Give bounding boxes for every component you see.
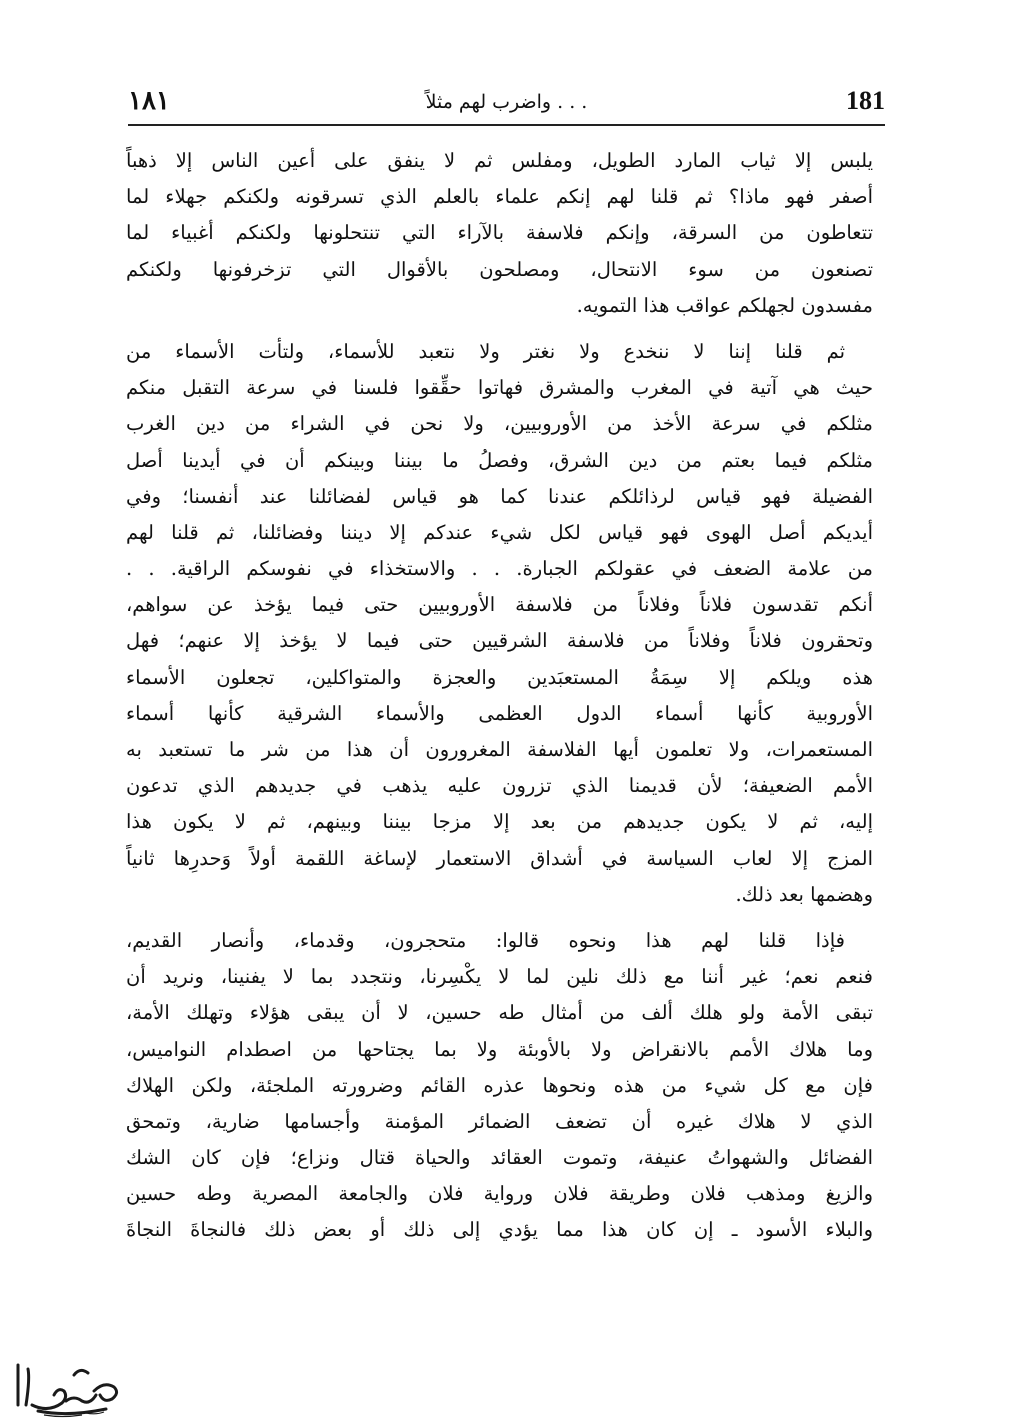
text-line: تتعاطون من السرقة، وإنكم فلاسفة بالآراء التي تنتحلونها ولكنكم أغبياء لما — [126, 221, 873, 245]
header-rule — [128, 124, 885, 126]
text-line: الفضيلة فهو قياس لرذائلكم عندنا كما هو قياس لفضائلنا عند أنفسنا؛ وفي — [126, 484, 873, 508]
text-line: مفسدون لجهلكم عواقب هذا التمويه. — [576, 293, 873, 317]
text-line: الفضائل والشهواتُ عنيفة، وتموت العقائد والحياة قتال ونزاع؛ فإن كان الشك — [126, 1146, 873, 1170]
text-line: وهضمها بعد ذلك. — [735, 882, 873, 906]
text-line: مثلكم فيما بعتم من دين الشرق، وفصلُ ما بيننا وبينكم أن في أيدينا أصل — [126, 448, 873, 472]
paragraph — [126, 334, 873, 913]
text-line: وما هلاك الأمم بالانقراض ولا بالأوبئة ولا بما يجتاحها من اصطدام النواميس، — [126, 1037, 873, 1061]
text-line: الأمم الضعيفة؛ لأن قديمنا الذي تزرون عليه يذهب في جديدهم الذي تدعون — [126, 774, 873, 798]
calligraphy-stamp-logo — [8, 1355, 126, 1419]
text-line: والزيغ ومذهب فلان وطريقة فلان ورواية فلان والجامعة المصرية وطه حسين — [126, 1182, 873, 1206]
page-number-arabic: ١٨١ — [128, 86, 170, 116]
text-line: حيث هي آتية في المغرب والمشرق فهاتوا حقِّقوا فلسنا في سرعة التقبل منكم — [126, 376, 873, 400]
text-line: فنعم نعم؛ غير أننا مع ذلك نلين لما لا يكْسِرنا، ونتجدد بما لا يفنينا، ونريد أن — [126, 965, 873, 989]
text-line: وتحقرون فلاناً وفلاناً من فلاسفة الشرقيين حتى فيما لا يؤخذ إلا عنهم؛ فهل — [126, 629, 873, 653]
text-line: الأوروبية كأنها أسماء الدول العظمى والأسماء الشرقية كأنها أسماء — [126, 701, 873, 725]
text-line: فإذا قلنا لهم هذا ونحوه قالوا: متحجرون، وقدماء، وأنصار القديم، — [126, 928, 845, 952]
text-line: ثم قلنا إننا لا ننخدع ولا نغتر ولا نتعبد للأسماء، ولتأت الأسماء من — [126, 339, 845, 363]
text-line: والبلاء الأسود ـ إن كان هذا مما يؤدي إلى ذلك أو بعض ذلك فالنجاةَ النجاةَ — [126, 1218, 873, 1242]
text-line: من علامة الضعف في عقولكم الجبارة. . . والاستخذاء في نفوسكم الراقية. . . — [126, 557, 873, 581]
text-line: أنكم تقدسون فلاناً وفلاناً من فلاسفة الأوروبيين حتى فيما يؤخذ عن سواهم، — [126, 593, 873, 617]
body-text — [126, 143, 873, 1249]
text-line: إليه، ثم لا يكون جديدهم من بعد إلا مزجا بيننا وبينهم، ثم لا يكون هذا — [126, 810, 873, 834]
text-line: الذي لا هلاك غيره أن تضعف الضمائر المؤمنة وأجسامها ضارية، وتمحق — [126, 1109, 873, 1133]
text-line: تبقى الأمة ولو هلك ألف من أمثال طه حسين، لا أن يبقى هؤلاء وتهلك الأمة، — [126, 1001, 873, 1025]
text-line: تصنعون من سوء الانتحال، ومصلحون بالأقوال التي تزخرفونها ولكنكم — [126, 257, 873, 281]
paragraph — [126, 143, 873, 324]
paragraph — [126, 923, 873, 1249]
text-line: هذه ويلكم إلا سِمَةُ المستعبَدين والعجزة والمتواكلين، تجعلون الأسماء — [126, 665, 873, 689]
page-number-latin: 181 — [846, 86, 885, 115]
text-line: المزج إلا لعاب السياسة في أشداق الاستعمار لإساغة اللقمة أولاً وَحدرِها ثانياً — [126, 846, 873, 870]
text-line: المستعمرات، ولا تعلمون أيها الفلاسفة المغرورون أن هذا من شر ما تستعبد به — [126, 738, 873, 761]
text-line: يلبس إلا ثياب المارد الطويل، ومفلس ثم لا ينفق على أعين الناس إلا ذهباً — [126, 149, 873, 172]
text-line: أصفر فهو ماذا؟ ثم قلنا لهم إنكم علماء بالعلم الذي تسرقونه ولكنكم جهلاء لما — [126, 185, 873, 209]
text-line: مثلكم في سرعة الأخذ من الأوروبيين، ولا نحن في الشراء من دين الغرب — [126, 412, 873, 436]
page-header — [128, 82, 885, 126]
text-line: فإن مع كل شيء من هذه ونحوها عذره القائم وضرورته الملجئة، ولكن الهلاك — [126, 1073, 873, 1097]
text-line: أيديكم أصل الهوى فهو قياس لكل شيء عندكم إلا ديننا وفضائلنا، ثم قلنا لهم — [126, 520, 873, 544]
running-title: واضرب لهم مثلاً . . . — [425, 91, 588, 113]
